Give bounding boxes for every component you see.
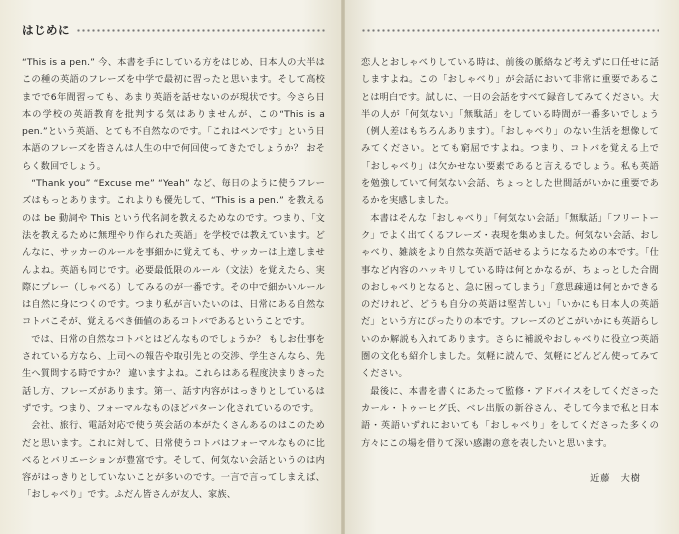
chapter-heading: はじめに — [22, 23, 70, 37]
chapter-header — [22, 20, 325, 40]
paragraph: “Thank you” “Excuse me” “Yeah” など、毎日のように使うフレーズはもっとあります。これよりも優先して、“This is a pen.” を教えるのは be 動詞や This という代名詞を教えるためなのです。つまり、「文法を教えるために無理やり作られた英語」を学校では教えています。どんなに、サッカーのルールを事細かに覚えても、サッカーは上達しませんよね。英語も同じです。必要最低限のルール（文法）を覚えたら、実際にプレー（しゃべる）してみるのが一番です。その中で細かいルールは自然に身につくのです。つまり私が言いたいのは、日常にある自然なコトバこそが、覚えるべき価値のあるコトバであるということです。 — [22, 178, 325, 328]
paragraph: “This is a pen.” 今、本書を手にしている方をはじめ、日本人の大半はこの種の英語のフレーズを中学で最初に習ったと思います。そして高校までで6年間習っても、あまり英語を話せないのが現状です。今さら日本の学校の英語教育を批判する気はありませんが、この“This is a pen.”という英語、とても不自然なのです。「これはペンです」という日本語のフレーズを皆さんは人生の中で何回使ってきたでしょうか？ おそらく数回でしょう。 — [22, 57, 325, 172]
right-body — [361, 54, 659, 487]
right-header — [361, 20, 659, 40]
left-body — [22, 54, 325, 504]
dotted-rule — [361, 29, 659, 32]
author-signature: 近藤 大樹 — [590, 472, 641, 484]
paragraph: 会社、旅行、電話対応で使う英会話の本がたくさんあるのはこのためだと思います。これに対して、日常使うコトバはフォーマルなものに比べるとバリエーションが豊富です。そして、何気ない会話というのは内容がはっきりとしていないことが多いのです。一言で言ってしまえば、「おしゃべり」です。ふだん皆さんが友人、家族、 — [22, 420, 325, 501]
paragraph: 本書はそんな「おしゃべり」「何気ない会話」「無駄話」「フリートーク」でよく出てくるフレーズ・表現を集めました。何気ない会話、おしゃべり、雑談をより自然な英語で話せるようになるための本です。「仕事など内容のハッキリしている時は何とかなるが、ちょっとした合間のおしゃべりとなると、急に困ってしまう」「意思疎通は何とかできるのだけれど、どうも自分の英語は堅苦しい」「いかにも日本人の英語だ」という方にぴったりの本です。フレーズのどこがいかにも英語らしいのか解説も入れてあります。さらに補説やおしゃべりに役立つ英語圏の文化も紹介しました。気軽に読んで、気軽にどんどん使ってみてください。 — [361, 212, 659, 380]
paragraph: 恋人とおしゃべりしている時は、前後の脈絡など考えずに口任せに話しますよね。この「おしゃべり」が会話において非常に重要であることは明白です。試しに、一日の会話をすべて録音してみてください。大半の人が「何気ない」「無駄話」をしている時間が一番多いでしょう（例人差はもちろんあります）。「おしゃべり」のない生活を想像してみてください。とても窮屈ですよね。つまり、コトバを覚える上で「おしゃべり」は欠かせない要素であると言えるでしょう。私も英語を勉強していて何気ない会話、ちょっとした世間話がいかに重要であるかを実感しました。 — [361, 57, 659, 207]
paragraph: 最後に、本書を書くにあたって監修・アドバイスをしてくださったカール・トゥーヒグ氏、ベレ出版の新谷さん、そして今まで私と日本語・英語いずれにおいても「おしゃべり」をしてくださった多くの方々にこの場を借りて深い感謝の意を表したいと思います。 — [361, 385, 659, 449]
dotted-rule — [76, 29, 325, 32]
book-gutter — [341, 0, 345, 534]
paragraph: では、日常の自然なコトバとはどんなものでしょうか？ もしお仕事をされている方なら、上司への報告や取引先との交渉、学生さんなら、先生へ質問する時ですか？ 違いますよね。これらはある程度決まりきった話し方、フレーズがあります。第一、話す内容がはっきりとしているはずです。つまり、フォーマルなものほどパターン化されているのです。 — [22, 333, 325, 414]
right-page — [343, 0, 679, 534]
